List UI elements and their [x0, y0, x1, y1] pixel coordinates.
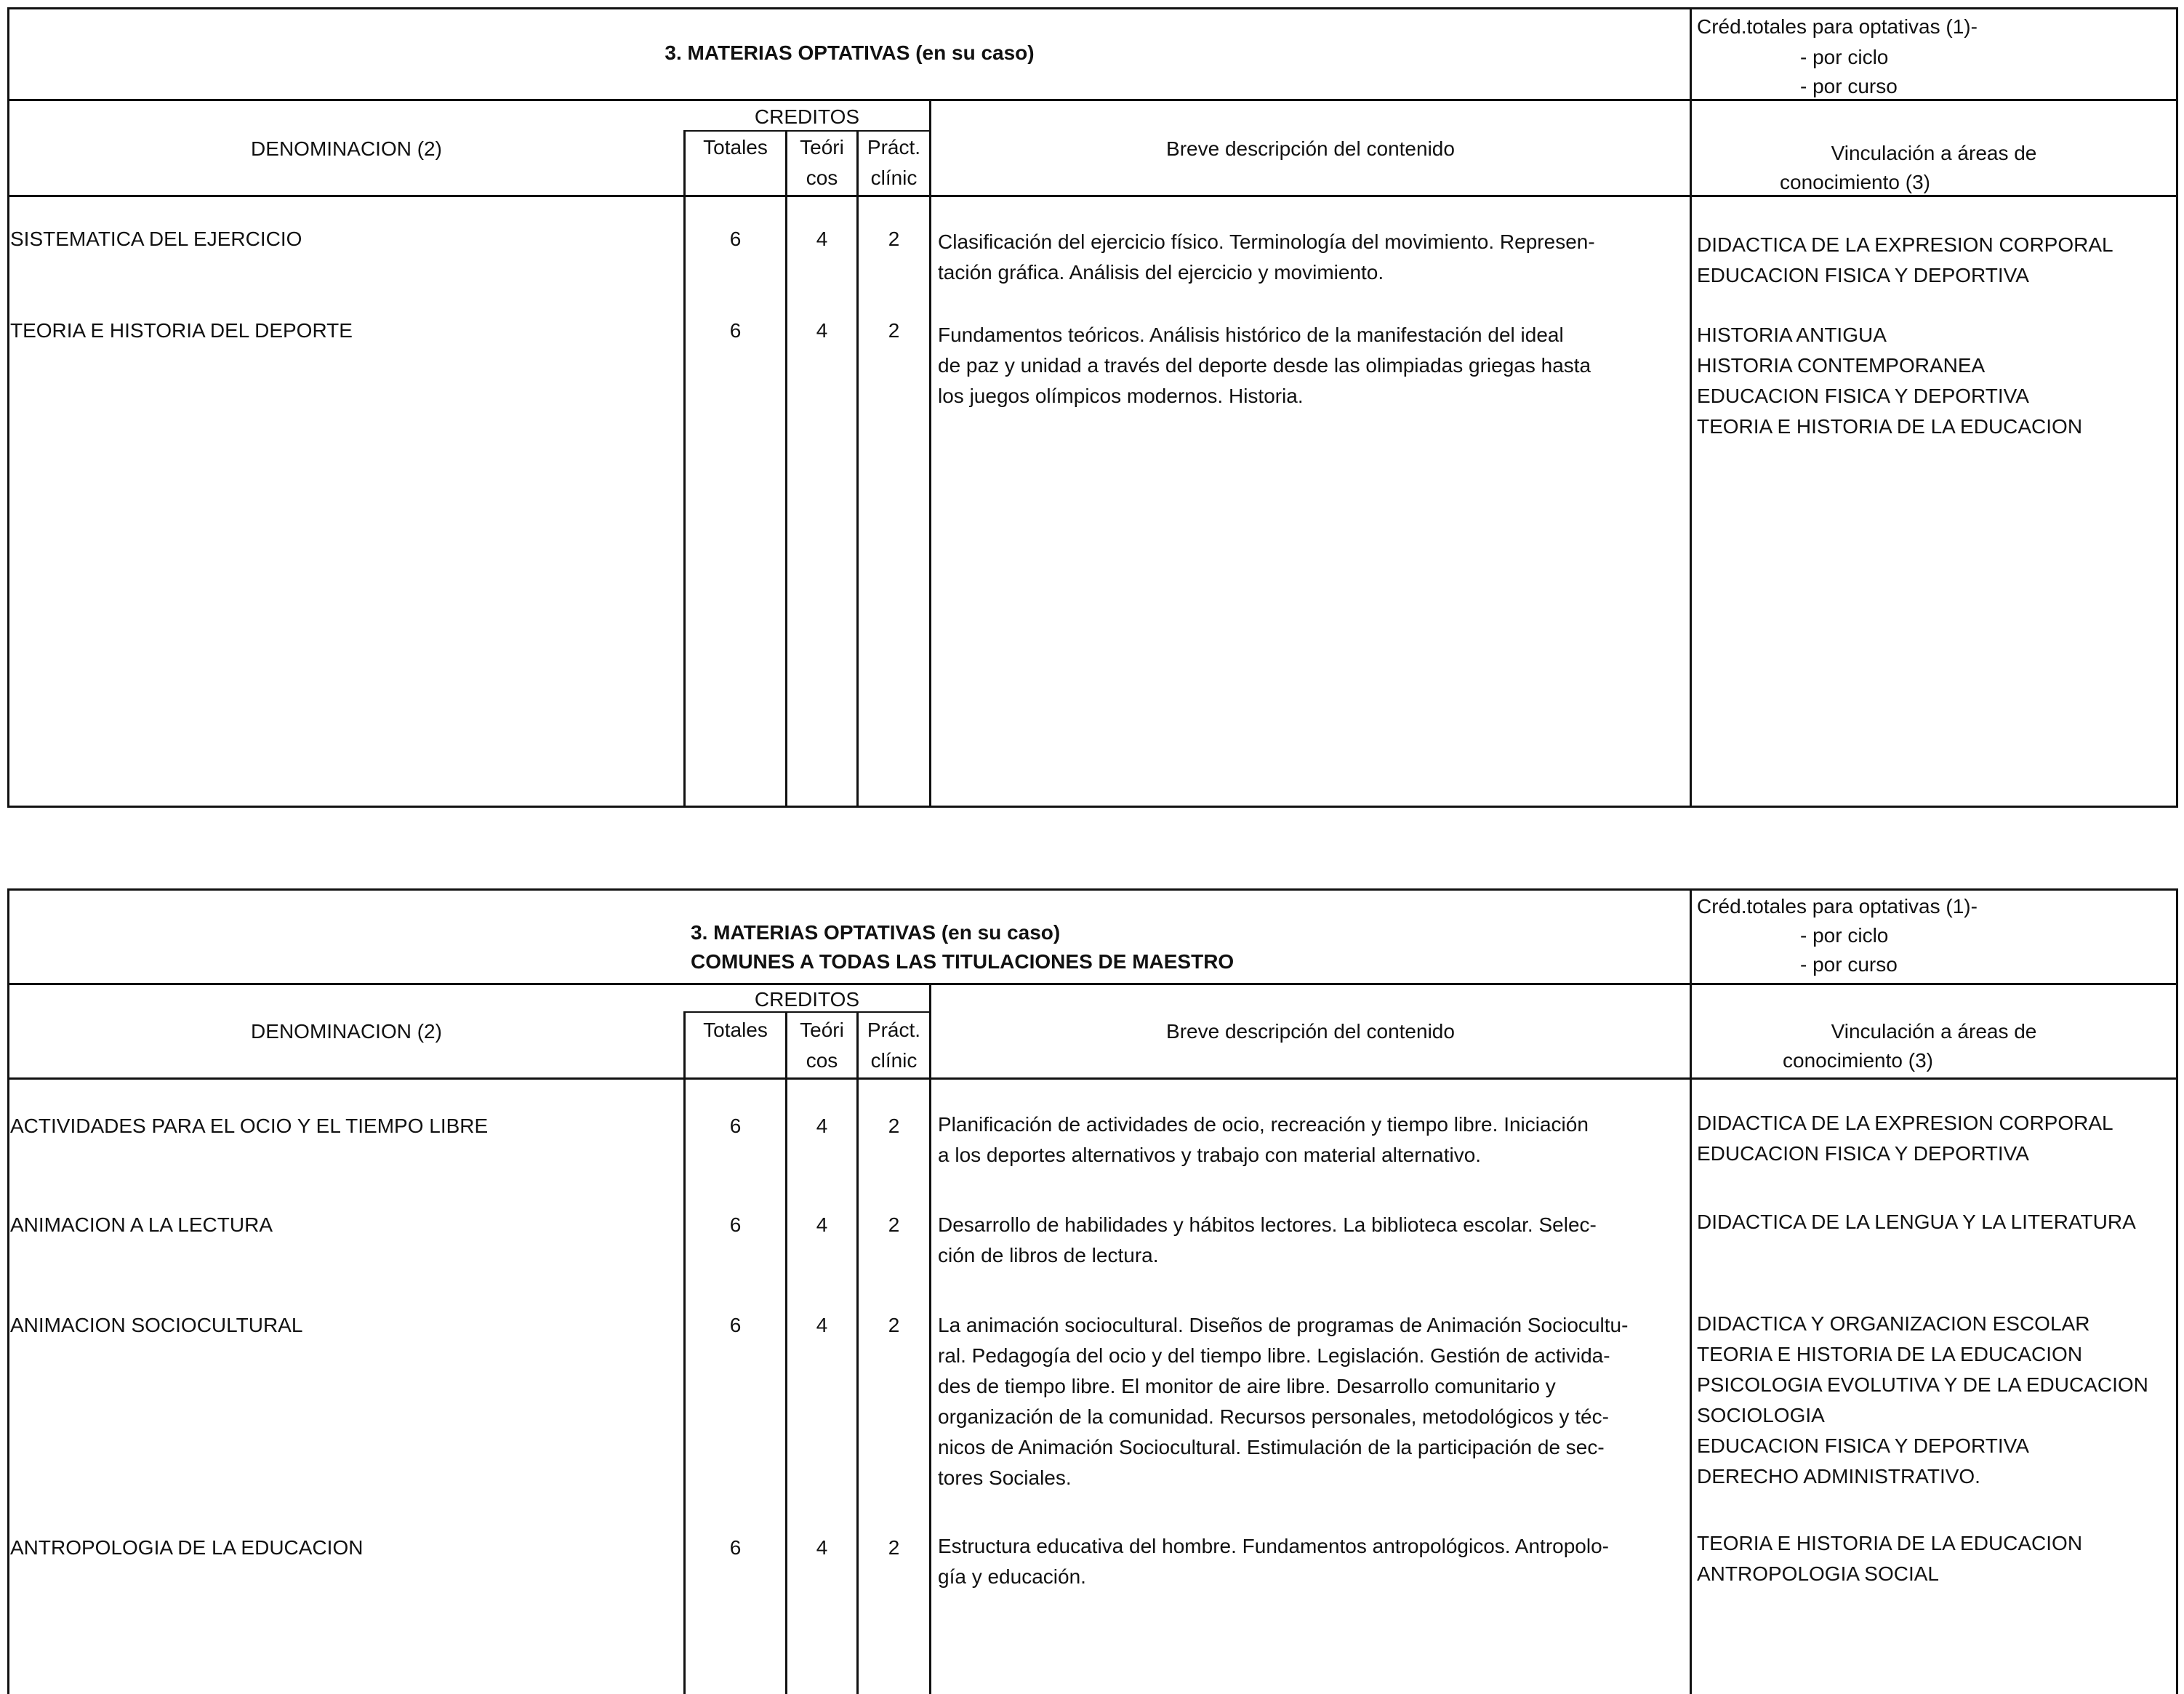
- column-header-teoricos-2: cos: [806, 166, 838, 189]
- subject-name: TEORIA E HISTORIA DEL DEPORTE: [10, 319, 353, 342]
- credits-practicos: 2: [888, 319, 900, 342]
- knowledge-areas: DIDACTICA DE LA EXPRESION CORPORAL EDUCACION FISICA Y DEPORTIVA: [1697, 233, 2113, 286]
- credits-totales: 6: [729, 1115, 742, 1137]
- subject-description: Estructura educativa del hombre. Fundamentos antropológicos. Antropolo- gía y educación.: [938, 1535, 1609, 1588]
- column-header-denominacion: DENOMINACION (2): [251, 137, 442, 160]
- por-ciclo-label: - por ciclo: [1800, 924, 1889, 947]
- column-header-practicos: Práct.: [867, 136, 921, 158]
- subject-name: ANTROPOLOGIA DE LA EDUCACION: [10, 1536, 364, 1559]
- credits-totales: 6: [729, 319, 742, 342]
- subject-description: Clasificación del ejercicio físico. Terminología del movimiento. Represen- tación gráfica. Análisis del ejercicio y movimiento.: [938, 230, 1595, 284]
- column-header-practicos-2: clínic: [870, 166, 918, 189]
- cred-totales-label: Créd.totales para optativas (1)-: [1697, 895, 1978, 918]
- subject-name: SISTEMATICA DEL EJERCICIO: [10, 228, 302, 250]
- por-curso-label: - por curso: [1800, 75, 1898, 97]
- column-header-creditos: CREDITOS: [754, 988, 860, 1011]
- knowledge-areas: DIDACTICA DE LA LENGUA Y LA LITERATURA: [1697, 1211, 2136, 1233]
- column-header-vinculacion-2: conocimiento (3): [1783, 1049, 1933, 1072]
- column-header-practicos-2: clínic: [870, 1049, 918, 1072]
- credits-totales: 6: [729, 228, 742, 250]
- cred-totales-label: Créd.totales para optativas (1)-: [1697, 15, 1978, 38]
- credits-teoricos: 4: [816, 319, 828, 342]
- credits-totales: 6: [729, 1314, 742, 1336]
- credits-teoricos: 4: [816, 1314, 828, 1336]
- credits-teoricos: 4: [816, 228, 828, 250]
- column-header-vinculacion: Vinculación a áreas de: [1831, 1020, 2037, 1043]
- table-subtitle: COMUNES A TODAS LAS TITULACIONES DE MAESTRO: [691, 950, 1234, 973]
- table-title: 3. MATERIAS OPTATIVAS (en su caso): [665, 41, 1035, 64]
- column-header-totales: Totales: [703, 1019, 768, 1041]
- credits-practicos: 2: [888, 228, 900, 250]
- column-header-teoricos: Teóri: [800, 136, 844, 158]
- subject-description: Planificación de actividades de ocio, recreación y tiempo libre. Iniciación a los deportes alternativos y trabajo con material alternativo.: [938, 1113, 1589, 1166]
- credits-practicos: 2: [888, 1314, 900, 1336]
- column-header-totales: Totales: [703, 136, 768, 158]
- knowledge-areas: HISTORIA ANTIGUA HISTORIA CONTEMPORANEA EDUCACION FISICA Y DEPORTIVA TEORIA E HISTORIA DE LA EDUCACION: [1697, 324, 2083, 438]
- column-header-descripcion: Breve descripción del contenido: [1166, 1020, 1455, 1043]
- knowledge-areas: DIDACTICA DE LA EXPRESION CORPORAL EDUCACION FISICA Y DEPORTIVA: [1697, 1112, 2113, 1165]
- column-header-vinculacion-2: conocimiento (3): [1780, 171, 1930, 193]
- subject-name: ANIMACION A LA LECTURA: [10, 1213, 273, 1236]
- subject-description: Fundamentos teóricos. Análisis histórico de la manifestación del ideal de paz y unidad a través del deporte desde las olimpiadas griegas hasta los juegos olímpicos modernos. Historia.: [938, 324, 1591, 407]
- credits-practicos: 2: [888, 1115, 900, 1137]
- credits-teoricos: 4: [816, 1115, 828, 1137]
- column-header-descripcion: Breve descripción del contenido: [1166, 137, 1455, 160]
- knowledge-areas: DIDACTICA Y ORGANIZACION ESCOLAR TEORIA E HISTORIA DE LA EDUCACION PSICOLOGIA EVOLUTIVA Y DE LA EDUCACION SOCIOLOGIA EDUCACION FISICA Y DEPORTIVA DERECHO ADMINISTRATIVO.: [1697, 1312, 2148, 1488]
- credits-teoricos: 4: [816, 1213, 828, 1236]
- credits-practicos: 2: [888, 1213, 900, 1236]
- subject-description: Desarrollo de habilidades y hábitos lectores. La biblioteca escolar. Selec- ción de libros de lectura.: [938, 1213, 1597, 1267]
- subject-name: ACTIVIDADES PARA EL OCIO Y EL TIEMPO LIBRE: [10, 1115, 489, 1137]
- column-header-teoricos: Teóri: [800, 1019, 844, 1041]
- subject-description: La animación sociocultural. Diseños de programas de Animación Sociocultu- ral. Pedagogía del ocio y del tiempo libre. Legislación. Gestión de activida- des de tiempo libre. El monitor de aire libre. Desarrollo comunitario y organización de la comunidad. Recursos personales, metodológicos y téc- nicos de Animación Sociocultural. Estimulación de la participación de sec- tores Sociales.: [938, 1314, 1629, 1489]
- column-header-creditos: CREDITOS: [754, 105, 860, 128]
- knowledge-areas: TEORIA E HISTORIA DE LA EDUCACION ANTROPOLOGIA SOCIAL: [1697, 1532, 2083, 1585]
- credits-teoricos: 4: [816, 1536, 828, 1559]
- table-title: 3. MATERIAS OPTATIVAS (en su caso): [691, 921, 1061, 944]
- credits-totales: 6: [729, 1213, 742, 1236]
- column-header-teoricos-2: cos: [806, 1049, 838, 1072]
- column-header-practicos: Práct.: [867, 1019, 921, 1041]
- subject-name: ANIMACION SOCIOCULTURAL: [10, 1314, 303, 1336]
- credits-totales: 6: [729, 1536, 742, 1559]
- column-header-vinculacion: Vinculación a áreas de: [1831, 142, 2037, 164]
- por-curso-label: - por curso: [1800, 953, 1898, 976]
- por-ciclo-label: - por ciclo: [1800, 46, 1889, 68]
- credits-practicos: 2: [888, 1536, 900, 1559]
- column-header-denominacion: DENOMINACION (2): [251, 1020, 442, 1043]
